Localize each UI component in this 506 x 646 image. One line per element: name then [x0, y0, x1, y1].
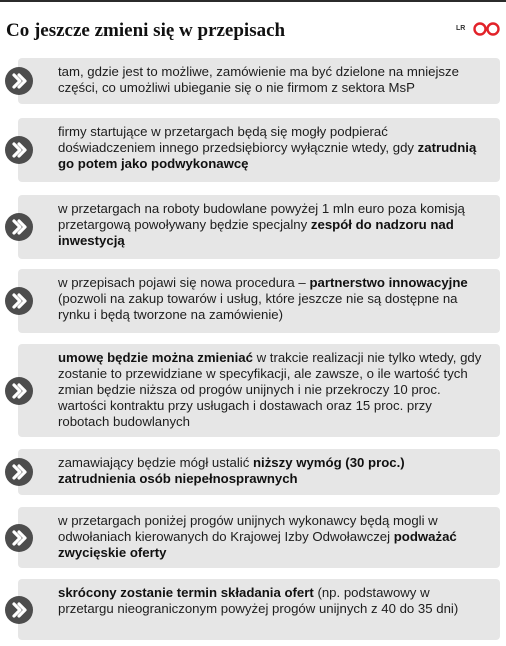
item-text — [58, 455, 484, 487]
header — [6, 20, 500, 48]
list-item-6 — [0, 449, 506, 495]
arrow-right-icon — [4, 286, 34, 316]
item-box — [18, 195, 500, 259]
arrow-right-icon — [4, 376, 34, 406]
item-text — [58, 275, 484, 323]
item-box — [18, 507, 500, 568]
highlight-text: partnerstwo innowacyjne — [309, 275, 468, 290]
list-item-8 — [0, 579, 506, 640]
list-item-5 — [0, 344, 506, 437]
body-text: tam, gdzie jest to możliwe, zamówienie ma być dzielone na mniejsze części, co umożliwi ubieganie się o nie firmom z sektora MsP — [58, 64, 459, 95]
arrow-right-icon — [4, 212, 34, 242]
list-item-3 — [0, 195, 506, 259]
list-item-7 — [0, 507, 506, 568]
item-text — [58, 513, 484, 561]
body-text: w przetargach poniżej progów unijnych wykonawcy będą mogli w odwołaniach kierowanych do Krajowej Izby Odwoławczej — [58, 513, 438, 544]
body-text: w przepisach pojawi się nowa procedura – — [58, 275, 310, 290]
item-box — [18, 579, 500, 640]
body-text: w trakcie realizacji nie tylko wtedy, gdy zostanie to przewidziane w specyfikacji, ale zawsze, o ile wartość tych zmian będzie niższa od progów unijnych i nie przekroczy 10 proc. wartości kontraktu przy usługach i dostawach oraz 15 proc. przy robotach budowlanych — [58, 350, 482, 429]
highlight-text: podważać zwycięskie oferty — [58, 529, 457, 560]
body-text: (pozwoli na zakup towarów i usług, które jeszcze nie są dostępne na rynku i będą tworzone na zamówienie) — [58, 291, 458, 322]
arrow-right-icon — [4, 66, 34, 96]
arrow-right-icon — [4, 523, 34, 553]
author-badge: LR — [456, 25, 466, 32]
publisher-logo-icon — [472, 21, 502, 37]
highlight-text: zatrudnią go potem jako podwykonawcę — [58, 140, 477, 171]
list-item-1 — [0, 58, 506, 104]
highlight-text: niższy wymóg (30 proc.) zatrudnienia osób niepełnosprawnych — [58, 455, 405, 486]
list-item-4 — [0, 269, 506, 333]
top-rule — [0, 0, 506, 2]
item-text — [58, 350, 484, 430]
item-box — [18, 449, 500, 495]
item-text — [58, 201, 484, 249]
arrow-right-icon — [4, 135, 34, 165]
body-text: zamawiający będzie mógł ustalić — [58, 455, 253, 470]
item-box — [18, 344, 500, 437]
item-text — [58, 124, 484, 172]
item-box — [18, 269, 500, 333]
highlight-text: umowę będzie można zmieniać — [58, 350, 253, 365]
arrow-right-icon — [4, 595, 34, 625]
item-box — [18, 118, 500, 182]
item-box — [18, 58, 500, 104]
highlight-text: zespół do nadzoru nad inwestycją — [58, 217, 454, 248]
arrow-right-icon — [4, 457, 34, 487]
body-text: (np. podstawowy w przetargu nieograniczonym powyżej progów unijnych z 40 do 35 dni) — [58, 585, 459, 616]
item-text — [58, 585, 484, 617]
highlight-text: skrócony zostanie termin składania ofert — [58, 585, 314, 600]
page-title: Co jeszcze zmieni się w przepisach — [6, 20, 286, 41]
item-text — [58, 64, 484, 96]
body-text: w przetargach na roboty budowlane powyżej 1 mln euro poza komisją przetargową powoływany będzie specjalny — [58, 201, 465, 232]
body-text: firmy startujące w przetargach będą się mogły podpierać doświadczeniem innego przedsiębiorcy wyłącznie wtedy, gdy — [58, 124, 418, 155]
list-item-2 — [0, 118, 506, 182]
